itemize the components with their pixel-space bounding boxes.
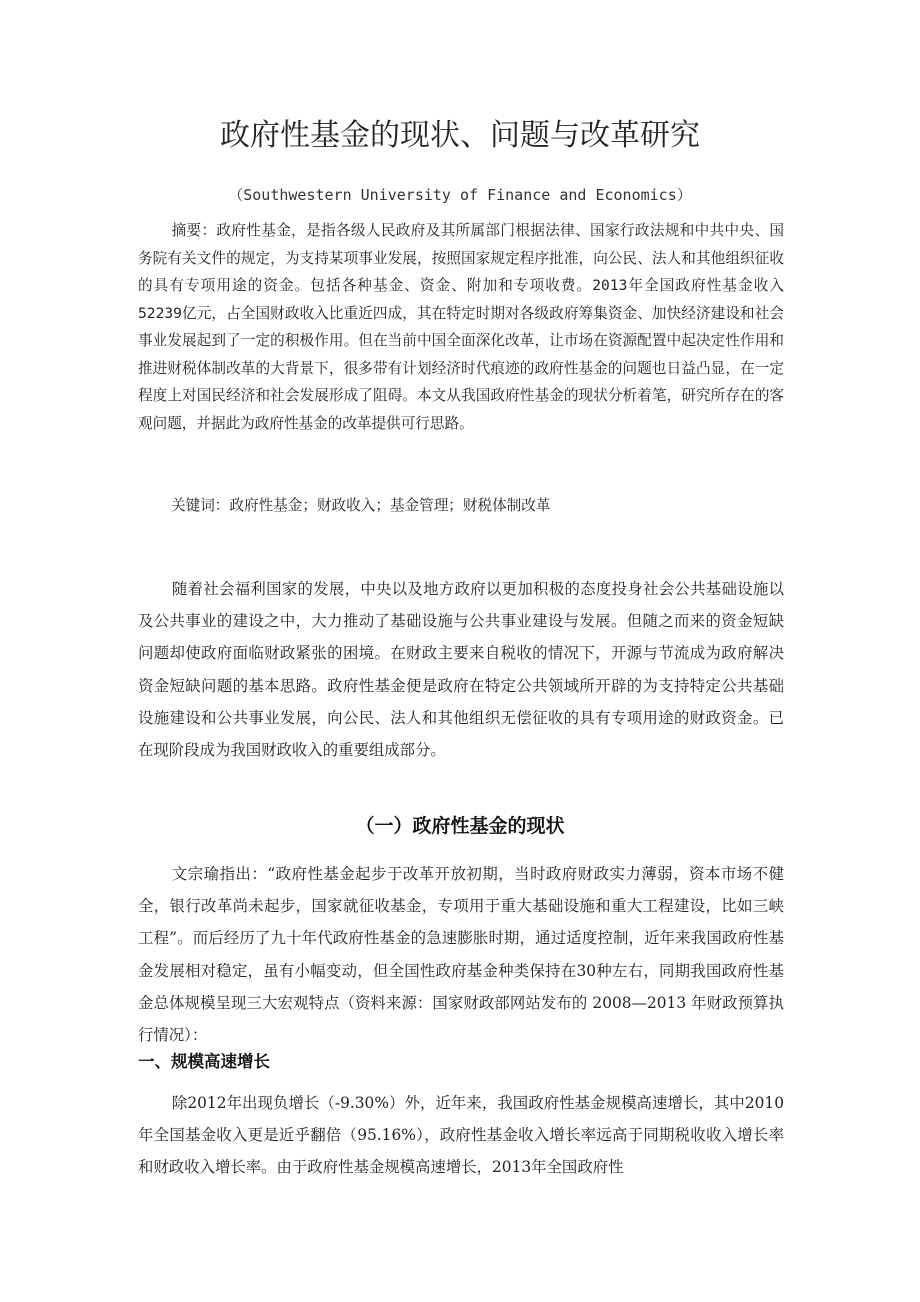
status-paragraph: 文宗瑜指出：“政府性基金起步于改革开放初期，当时政府财政实力薄弱，资本市场不健全，银行改革尚未起步，国家就征收基金，专项用于重大基础设施和重大工程建设，比如三峡工程”。而后经历了九十年代政府性基金的急速膨胀时期，通过适度控制，近年来我国政府性基金发展相对稳定，虽有小幅变动，但全国性政府基金种类保持在30种左右，同期我国政府性基金总体规模呈现三大宏观特点（资料来源：国家财政部网站发布的 2008—2013 年财政预算执行情况）：	[138, 865, 784, 1045]
affiliation-line: （Southwestern University of Finance and Economics）	[228, 186, 692, 204]
keywords-line: 关键词：政府性基金；财政收入；基金管理；财税体制改革	[171, 497, 551, 514]
intro-paragraph: 随着社会福利国家的发展，中央以及地方政府以更加积极的态度投身社会公共基础设施以及公共事业的建设之中，大力推动了基础设施与公共事业建设与发展。但随之而来的资金短缺问题却使政府面临财政紧张的困境。在财政主要来自税收的情况下，开源与节流成为政府解决资金短缺问题的基本思路。政府性基金便是政府在特定公共领域所开辟的为支持特定公共基础设施建设和公共事业发展，向公民、法人和其他组织无偿征收的具有专项用途的财政资金。已在现阶段成为我国财政收入的重要组成部分。	[138, 580, 784, 760]
section-heading: （一）政府性基金的现状	[355, 815, 565, 837]
abstract-paragraph: 摘要：政府性基金，是指各级人民政府及其所属部门根据法律、国家行政法规和中共中央、国务院有关文件的规定，为支持某项事业发展，按照国家规定程序批准，向公民、法人和其他组织征收的具有专项用途的资金。包括各种基金、资金、附加和专项收费。2013年全国政府性基金收入52239亿元，占全国财政收入比重近四成，其在特定时期对各级政府筹集资金、加快经济建设和社会事业发展起到了一定的积极作用。但在当前中国全面深化改革，让市场在资源配置中起决定性作用和推进财税体制改革的大背景下，很多带有计划经济时代痕迹的政府性基金的问题也日益凸显，在一定程度上对国民经济和社会发展形成了阻碍。本文从我国政府性基金的现状分析着笔，研究所存在的客观问题，并据此为政府性基金的改革提供可行思路。	[138, 222, 784, 432]
sub-heading: 一、规模高速增长	[138, 1052, 270, 1071]
growth-paragraph: 除2012年出现负增长（-9.30%）外，近年来，我国政府性基金规模高速增长，其中2010年全国基金收入更是近乎翻倍（95.16%），政府性基金收入增长率远高于同期税收收入增长率和财政收入增长率。由于政府性基金规模高速增长，2013年全国政府性	[138, 1094, 784, 1177]
document-title: 政府性基金的现状、问题与改革研究	[220, 118, 700, 153]
